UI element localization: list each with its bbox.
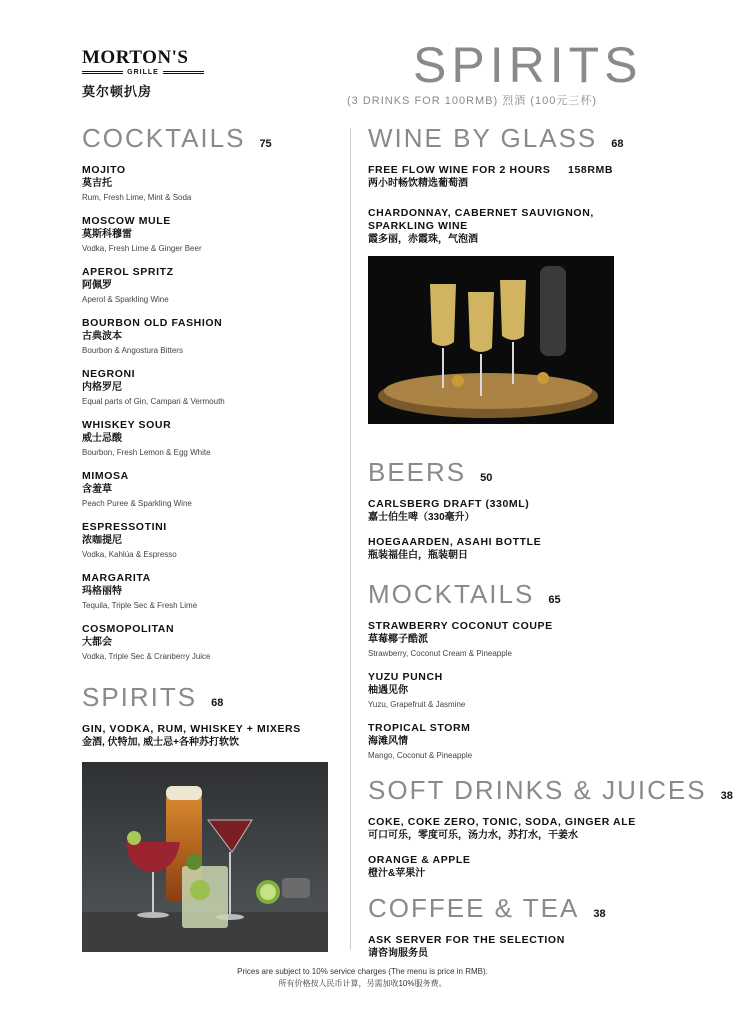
- item-name: WHISKEY SOUR: [82, 419, 172, 431]
- brand-sub: GRILLE: [127, 69, 159, 76]
- brand-logo: [82, 48, 204, 100]
- page-subtitle: (3 DRINKS FOR 100RMB) 烈酒 (100元三杯): [347, 95, 597, 107]
- menu-item: [82, 419, 342, 459]
- item-description: Tequila, Triple Sec & Fresh Lime: [82, 601, 198, 610]
- item-description: Vodka, Triple Sec & Cranberry Juice: [82, 652, 211, 661]
- item-description: Peach Puree & Sparkling Wine: [82, 499, 192, 508]
- footer-note: [0, 966, 725, 990]
- mocktails-section: [368, 580, 618, 773]
- item-chinese-name: 橙汁&苹果汁: [368, 868, 426, 879]
- spirits-section: [82, 683, 342, 761]
- item-name: TROPICAL STORM: [368, 722, 471, 734]
- item-chinese-name: 金酒, 伏特加, 威士忌+各种苏打软饮: [82, 737, 239, 748]
- section-price: 68: [211, 697, 224, 709]
- item-name: NEGRONI: [82, 368, 136, 380]
- item-chinese-name: 玛格丽特: [82, 586, 122, 597]
- item-name: APEROL SPRITZ: [82, 266, 174, 278]
- wine-photo: [368, 256, 614, 424]
- footer-line-cn: 所有价格按人民币计算，另需加收10%服务费。: [278, 979, 447, 988]
- item-name: ASK SERVER FOR THE SELECTION: [368, 934, 565, 946]
- menu-item: [82, 623, 342, 663]
- item-description: Mango, Coconut & Pineapple: [368, 751, 473, 760]
- menu-item: [368, 934, 648, 961]
- brand-name: MORTON'S: [82, 47, 189, 68]
- menu-item: [82, 521, 342, 561]
- item-chinese-name: 两小时畅饮精选葡萄酒: [368, 178, 468, 189]
- item-chinese-name: 莫斯科穆雷: [82, 229, 132, 240]
- item-description: Rum, Fresh Lime, Mint & Soda: [82, 193, 192, 202]
- section-price: 68: [611, 138, 624, 150]
- item-name: BOURBON OLD FASHION: [82, 317, 223, 329]
- item-name: MOJITO: [82, 164, 126, 176]
- item-chinese-name: 古典波本: [82, 331, 122, 342]
- item-chinese-name: 霞多丽，赤霞珠，气泡酒: [368, 234, 478, 245]
- menu-item: [82, 215, 342, 255]
- item-name: STRAWBERRY COCONUT COUPE: [368, 620, 553, 632]
- item-name: CARLSBERG DRAFT (330ML): [368, 498, 530, 510]
- wine-section: [368, 123, 624, 258]
- beers-section: [368, 458, 618, 574]
- menu-item: [82, 266, 342, 306]
- section-price: 38: [720, 790, 733, 802]
- column-divider: [350, 128, 351, 950]
- menu-item: [368, 620, 618, 660]
- item-chinese-name: 海滩风情: [368, 736, 408, 747]
- menu-item: [368, 816, 678, 843]
- item-chinese-name: 阿佩罗: [82, 280, 112, 291]
- section-title: COFFEE & TEA: [368, 893, 580, 923]
- item-description: Bourbon, Fresh Lemon & Egg White: [82, 448, 211, 457]
- section-title: SOFT DRINKS & JUICES: [368, 775, 707, 805]
- item-chinese-name: 柚遇见你: [368, 685, 408, 696]
- section-title: WINE BY GLASS: [368, 123, 598, 153]
- item-description: Bourbon & Angostura Bitters: [82, 346, 183, 355]
- item-name: MARGARITA: [82, 572, 151, 584]
- section-title: SPIRITS: [82, 682, 198, 712]
- menu-item: [368, 854, 678, 881]
- item-chinese-name: 草莓椰子酷派: [368, 634, 428, 645]
- section-price: 65: [548, 594, 561, 606]
- item-name: CHARDONNAY, CABERNET SAUVIGNON, SPARKLING WINE: [368, 207, 594, 232]
- menu-item: [368, 207, 618, 247]
- menu-item: [82, 572, 342, 612]
- section-price: 38: [593, 908, 606, 920]
- item-name: COKE, COKE ZERO, TONIC, SODA, GINGER ALE: [368, 816, 636, 828]
- menu-item: [368, 671, 618, 711]
- item-chinese-name: 含羞草: [82, 484, 112, 495]
- item-chinese-name: 嘉士伯生啤（330毫升）: [368, 512, 475, 523]
- menu-item: [82, 164, 342, 204]
- menu-item: [82, 723, 342, 750]
- item-name: ESPRESSOTINI: [82, 521, 167, 533]
- item-chinese-name: 可口可乐，零度可乐，汤力水，苏打水，干姜水: [368, 830, 578, 841]
- menu-item: [82, 317, 342, 357]
- menu-item: [368, 498, 618, 525]
- coffee-tea-section: [368, 894, 648, 972]
- menu-item: [82, 470, 342, 510]
- brand-grille-line: [82, 69, 204, 76]
- item-chinese-name: 瓶装福佳白，瓶装朝日: [368, 550, 468, 561]
- menu-item: [368, 164, 618, 191]
- item-description: Vodka, Fresh Lime & Ginger Beer: [82, 244, 202, 253]
- footer-line-en: Prices are subject to 10% service charges (The menu is price in RMB).: [237, 967, 488, 976]
- item-name: MIMOSA: [82, 470, 129, 482]
- cocktails-photo: [82, 762, 328, 952]
- cocktails-section: [82, 124, 342, 674]
- menu-item: [368, 722, 618, 762]
- section-price: 75: [259, 138, 272, 150]
- item-name: YUZU PUNCH: [368, 671, 443, 683]
- item-chinese-name: 内格罗尼: [82, 382, 122, 393]
- soft-drinks-section: [368, 775, 733, 892]
- item-name: FREE FLOW WINE FOR 2 HOURS 158RMB: [368, 164, 614, 176]
- section-title: BEERS: [368, 457, 467, 487]
- item-description: Vodka, Kahlúa & Espresso: [82, 550, 177, 559]
- item-description: Yuzu, Grapefruit & Jasmine: [368, 700, 466, 709]
- item-chinese-name: 浓咖提尼: [82, 535, 122, 546]
- item-name: ORANGE & APPLE: [368, 854, 471, 866]
- item-description: Strawberry, Coconut Cream & Pineapple: [368, 649, 512, 658]
- page-title: SPIRITS: [413, 37, 643, 93]
- menu-item: [368, 536, 618, 563]
- item-chinese-name: 威士忌酸: [82, 433, 122, 444]
- item-name: COSMOPOLITAN: [82, 623, 175, 635]
- item-name: HOEGAARDEN, ASAHI BOTTLE: [368, 536, 542, 548]
- brand-chinese-name: 莫尔顿扒房: [82, 84, 153, 99]
- item-name: MOSCOW MULE: [82, 215, 171, 227]
- item-chinese-name: 莫吉托: [82, 178, 112, 189]
- item-chinese-name: 大都会: [82, 637, 112, 648]
- section-title: COCKTAILS: [82, 123, 246, 153]
- item-description: Equal parts of Gin, Campari & Vermouth: [82, 397, 225, 406]
- item-chinese-name: 请咨询服务员: [368, 948, 428, 959]
- item-description: Aperol & Sparkling Wine: [82, 295, 169, 304]
- menu-item: [82, 368, 342, 408]
- section-title: MOCKTAILS: [368, 579, 535, 609]
- item-name: GIN, VODKA, RUM, WHISKEY + MIXERS: [82, 723, 301, 735]
- section-price: 50: [480, 472, 493, 484]
